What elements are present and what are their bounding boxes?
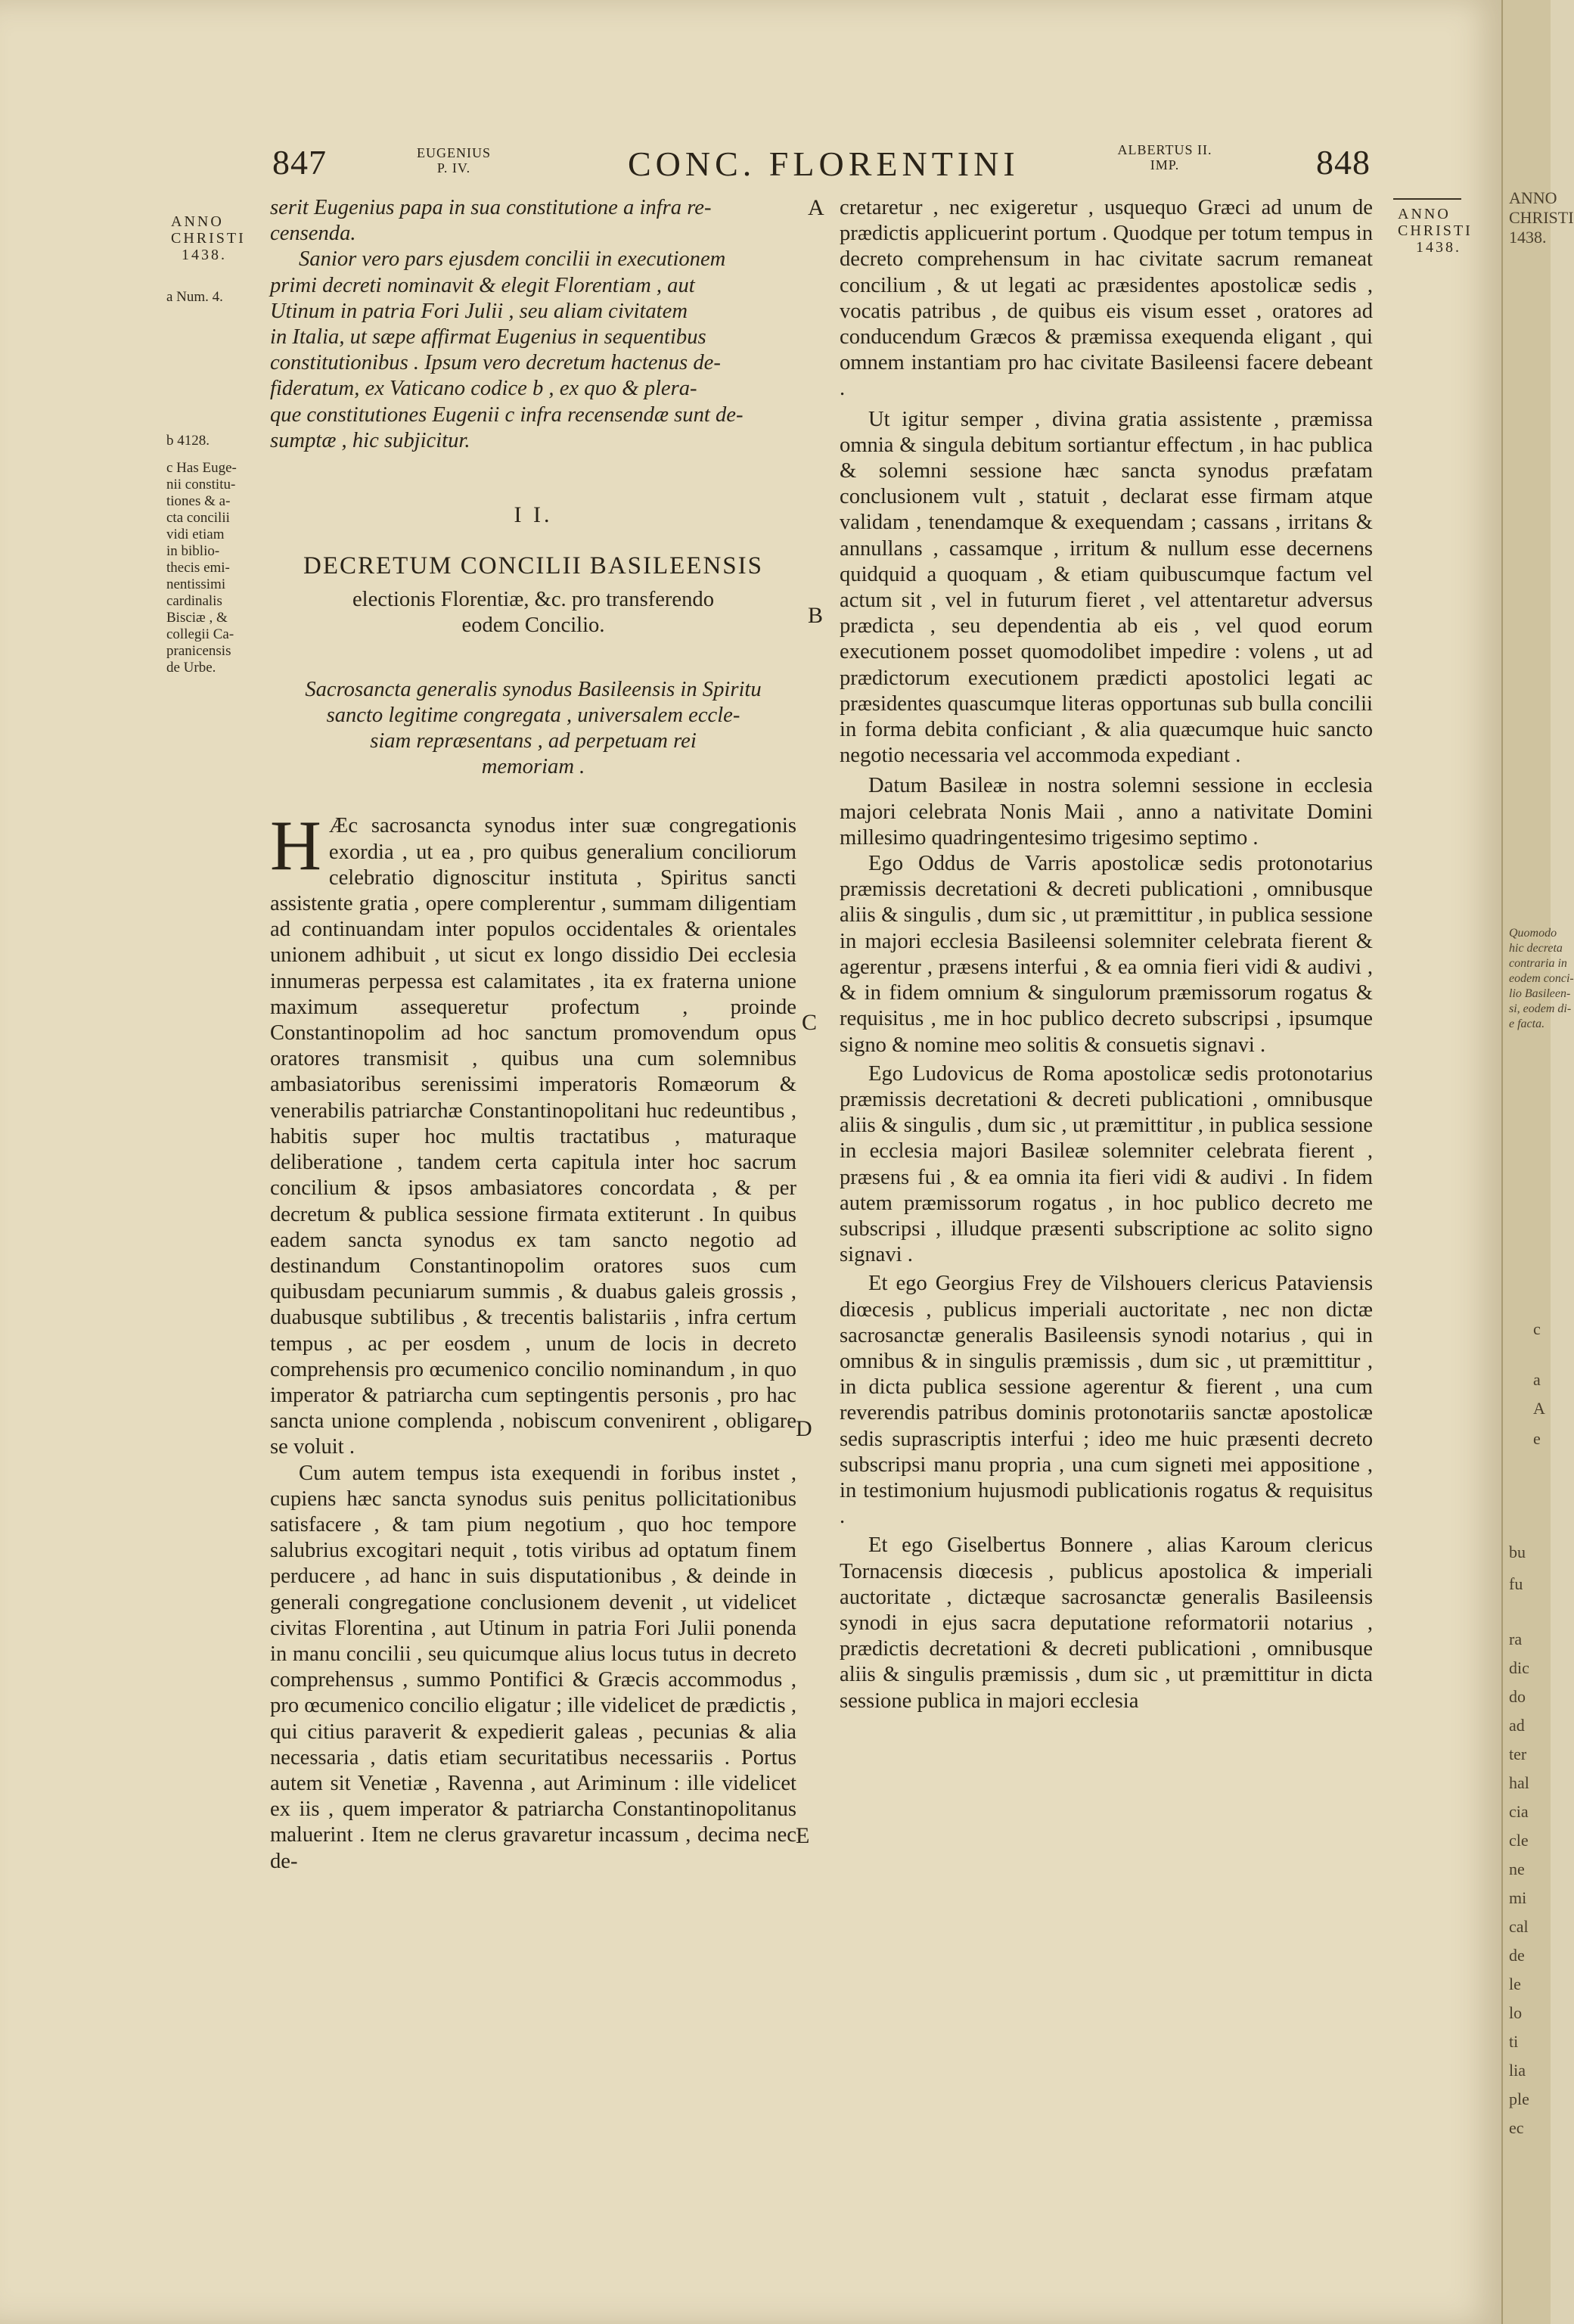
strip-note-line: Quomodo	[1509, 927, 1557, 940]
intro-line: que constitutiones Eugenii c infra recensendæ sunt de-	[270, 402, 744, 427]
intro-line: fideratum, ex Vaticano codice b , ex quo & plera-	[270, 377, 697, 401]
intro-line: in Italia, ut sæpe affirmat Eugenius in sequentibus	[270, 325, 706, 350]
section-number: I I.	[514, 502, 553, 528]
decree-paragraph-1	[270, 806, 796, 1460]
strip-note-line: eodem conci-	[1509, 972, 1574, 985]
invocation-line: Sacrosancta generalis synodus Basileensis in Spiritu	[305, 677, 762, 701]
running-head: CONC. FLORENTINI	[628, 144, 1020, 183]
christi-label: CHRISTI	[1398, 222, 1473, 239]
margin-note-line: cta concilii	[166, 510, 230, 526]
year-label: 1438.	[1416, 239, 1461, 256]
intro-line: primi decreti nominavit & elegit Florentiam , aut	[270, 273, 695, 297]
strip-fragment: ne	[1509, 1860, 1525, 1878]
decree-subtitle-line: electionis Florentiæ, &c. pro transferendo	[352, 588, 715, 612]
pope-number: P. IV.	[436, 160, 471, 176]
strip-fragment: e	[1533, 1429, 1541, 1448]
decree-paragraph-2: Cum autem tempus ista exequendi in foribus instet , cupiens hæc sancta synodus suis penitus pollicitationibus satisfacere , & tam pium negotium , quo hoc tempore salubrius excogitari nequit , totis viribus ad optatum finem perducere , ad hanc in suis disputationibus , & deinde in generali congregatione conclusionem devenit , ut videlicet civitas Florentina , aut Utinum in patria Fori Julii ponenda in manu concilii , seu quicumque alius locus tutus in decreto comprehensus , summo Pontifici & Græcis accommodus , pro œcumenico concilio eligatur ; ille videlicet de prædictis , qui citius paraverit & expedierit galeas , pecunias & alia necessaria , datis etiam securitatibus necessariis . Portus autem sit Venetiæ , Ravenna , aut Ariminum : ille videlicet ex iis , quem imperator & patriarcha Constantinopolitanus maluerint . Item ne clerus gravaretur incassum , decima nec de-	[270, 1461, 796, 1873]
strip-note-line: e facta.	[1509, 1018, 1545, 1030]
pope-name: EUGENIUS	[417, 145, 491, 160]
strip-note-line: si, eodem di-	[1509, 1002, 1572, 1015]
intro-line: censenda.	[270, 222, 356, 246]
strip-fragment: dic	[1509, 1658, 1529, 1677]
decree-title: DECRETUM CONCILII BASILEENSIS	[303, 552, 763, 580]
strip-fragment: ec	[1509, 2118, 1524, 2137]
emperor-name: ALBERTUS II.	[1117, 142, 1212, 157]
strip-fragment: bu	[1509, 1543, 1526, 1561]
right-column	[840, 195, 1373, 1714]
line-letter-a: A	[808, 195, 824, 220]
invocation-line: siam repræsentans , ad perpetuam rei	[370, 729, 697, 753]
right-margin-anno	[1398, 206, 1489, 256]
intro-line: Sanior vero pars ejusdem concilii in executionem	[299, 247, 726, 272]
right-small-head	[1093, 142, 1237, 172]
line-letter-d: D	[796, 1416, 812, 1441]
subscription-giselbertus: Et ego Giselbertus Bonnere , alias Karoum clericus Tornacensis diœcesis , publicus apostolica & imperiali auctoritate , dictæque sacrosanctæ generalis Basileensis synodi in ejus sacra deputatione reformatorii notarius , prædictis decretationi & decreti publicationi , omnibusque aliis & singulis præmissis , dum sic , ut præmittitur in dicta sessione publica in majori ecclesia	[840, 1533, 1373, 1713]
strip-fragment: mi	[1509, 1888, 1527, 1907]
margin-note-line: collegii Ca-	[166, 626, 234, 642]
strip-fragment: A	[1533, 1399, 1545, 1418]
left-margin-anno	[171, 213, 262, 263]
line-letter-b: B	[808, 603, 824, 628]
margin-note-line: in biblio-	[166, 543, 220, 559]
margin-note-line: pranicensis	[166, 643, 231, 659]
invocation	[270, 677, 796, 781]
left-small-head	[405, 145, 503, 176]
decree-paragraph-continued: cretaretur , nec exigeretur , usquequo Græci ad unum de prædictis applicuerint portum . Quodque per totum tempus in decreto comprehensum in hac civitate sacrum remaneat concilium , & ut legati ac præsidentes apostolicæ sedis , vocatis patribus , de quibus eis visum esset , oratores ad conducendum Græcos & præmissa exequenda eligant , qui omnem instantiam pro hac civitate Basileensi facere debeant .	[840, 196, 1373, 401]
strip-note-line: hic decreta	[1509, 942, 1563, 955]
intro-line: Utinum in patria Fori Julii , seu aliam civitatem	[270, 299, 688, 323]
decree-subtitle-line: eodem Concilio.	[461, 614, 605, 638]
paragraph-text: Æc sacrosancta synodus inter suæ congregationis exordia , ut ea , pro quibus generalium conciliorum celebratio dignoscitur instituta , Spiritus sancti assistente gratia , opere complerentur , summam diligentiam ad continuandam inter populos occidentales & orientales unionem adhibuit , ut sicut ex longo dissidio Dei ecclesia innumeras perpessa est calamitates , ita ex fraterna unione maximum assequeretur profectum , proinde Constantinopolim ad hoc sanctum promovendum opus oratores transmisit , quibus una cum solemnibus ambasiatoribus serenissimi imperatoris Romæorum & venerabilis patriarchæ Constantinopolitani huc redeuntibus , habitis super hoc multis tractatibus , maturaque deliberatione , tandem certa capitula inter hoc sacrum concilium & ipsos ambasiatores concordata , & per decretum & publica sessione firmata extiterunt . In quibus eadem sancta synodus ex tam sancto negotio ad destinandum Constantinopolim oratores suos cum quibusdam pecuniarum summis , & duabus galeis grossis , duabusque subtilibus , & trecentis balistariis , infra certum tempus , ac per eosdem , unum de locis in decreto comprehensis pro œcumenico concilio nominandum , in quo imperator & patriarcha cum septingentis personis , pro hac sancta unione complenda , nobiscum convenirent , obligare se voluit .	[270, 814, 796, 1459]
strip-note-line: lio Basileen-	[1509, 987, 1571, 1000]
strip-fragment: c	[1533, 1319, 1541, 1338]
margin-note-line: nentissimi	[166, 576, 226, 592]
strip-christi: CHRISTI	[1509, 208, 1574, 227]
strip-fragment: cal	[1509, 1917, 1529, 1936]
strip-fragment: cia	[1509, 1802, 1529, 1821]
year-label: 1438.	[182, 247, 227, 263]
left-column	[270, 195, 796, 1875]
decree-subtitle	[270, 587, 796, 638]
strip-fragment: do	[1509, 1687, 1526, 1706]
margin-note-line: de Urbe.	[166, 660, 216, 676]
strip-year: 1438.	[1509, 228, 1547, 247]
left-page-number: 847	[272, 143, 327, 182]
christi-label: CHRISTI	[171, 230, 246, 247]
strip-fragment: le	[1509, 1974, 1521, 1993]
decree-date: Datum Basileæ in nostra solemni sessione in ecclesia majori celebrata Nonis Maii , anno a nativitate Domini millesimo quadringentesimo trigesimo septimo .	[840, 774, 1373, 850]
subscription-oddus: Ego Oddus de Varris apostolicæ sedis protonotarius præmissis decretationi & decreti publicationi , omnibusque aliis & singulis , dum sic , ut præmittitur , in publica sessione in majori ecclesia Basileensi solemniter celebrata fierent & agerentur , præsens interfui , & ea omnia fieri vidi & audivi , & in fidem omnium & singulorum præmissorum rogatus & requisitus , me in hoc publico decreto subscripsi , ipsumque signo & nomine meo solitis & consuetis signavi .	[840, 852, 1373, 1057]
margin-note-line: Bisciæ , &	[166, 610, 228, 626]
strip-fragment: cle	[1509, 1831, 1529, 1850]
invocation-line: sancto legitime congregata , universalem eccle-	[326, 703, 740, 727]
anno-label: ANNO	[171, 213, 224, 230]
strip-fragment: ter	[1509, 1745, 1527, 1763]
anno-label: ANNO	[1398, 206, 1451, 222]
strip-fragment: de	[1509, 1946, 1525, 1965]
drop-cap: H	[270, 806, 321, 886]
intro-line: sumptæ , hic subjicitur.	[270, 428, 470, 452]
intro-line: serit Eugenius papa in sua constitutione a infra re-	[270, 196, 712, 219]
right-page-number: 848	[1316, 143, 1371, 182]
strip-note-line: contraria in	[1509, 957, 1567, 970]
strip-fragment: ad	[1509, 1716, 1525, 1735]
invocation-line: memoriam .	[481, 755, 585, 779]
decree-paragraph-3: Ut igitur semper , divina gratia assistente , præmissa omnia & singula debitum sortiantur effectum , in hac publica & solemni sessione hæc sancta synodus præfatam conclusionem vult , statuit , declarat esse firmam atque validam , tenendamque & exequendam ; cassans , irritans & annullans , cassamque , irritum & nullum esse decernens quidquid a quoquam , & etiam quibuscumque factum vel actum sit , vel in futurum fieret , vel attentaretur adversus prædicta , seu dependentia ab eis , vel quod eorum executionem posset quomodolibet impedire : volens , ut ad prædictorum executionem prædicti apostolici legati ac præsidentes quascumque literas opportunas sub bulla concilii in forma debita conficiant , & alia quæcumque huic sancto negotio necessaria vel accommoda expediant .	[840, 407, 1373, 768]
intro-line: constitutionibus . Ipsum vero decretum hactenus de-	[270, 351, 721, 375]
strip-fragment: a	[1533, 1370, 1541, 1389]
next-page-edge	[1501, 0, 1574, 2324]
subscription-ludovicus: Ego Ludovicus de Roma apostolicæ sedis protonotarius præmissis decretationi & decreti publicationi , omnibusque aliis & singulis , dum sic , ut præmittitur , in publica sessione in ecclesia majori Basileæ solemniter celebrata fierent , præsens fui , & ea omnia ita fieri vidi & audivi . In fidem autem præmissorum rogatus , in hoc publico decreto me subscripsi , illudque præsenti subscriptione ac solito signo signavi .	[840, 1061, 1373, 1267]
margin-note-c	[166, 460, 269, 676]
line-letter-c: C	[802, 1010, 818, 1035]
margin-note-line: tiones & a-	[166, 493, 231, 509]
margin-note-line: c Has Euge-	[166, 460, 237, 476]
strip-fragment: lia	[1509, 2061, 1526, 2080]
strip-fragment: lo	[1509, 2003, 1523, 2022]
margin-note-line: cardinalis	[166, 593, 222, 609]
strip-fragment: ra	[1509, 1630, 1523, 1648]
strip-anno: ANNO	[1509, 188, 1557, 207]
margin-note-line: vidi etiam	[166, 527, 225, 542]
margin-note-line: thecis emi-	[166, 560, 230, 576]
margin-note-line: nii constitu-	[166, 477, 236, 492]
right-margin-rule	[1393, 198, 1461, 200]
strip-fragment: ple	[1509, 2089, 1529, 2108]
margin-note-a: a Num. 4.	[166, 289, 223, 305]
line-letter-e: E	[796, 1823, 810, 1848]
intro-passage	[270, 195, 796, 454]
subscription-georgius: Et ego Georgius Frey de Vilshouers clericus Pataviensis diœcesis , publicus imperiali auctoritate , nec non dictæ sacrosanctæ generalis Basileensis synodi notarius , qui in omnibus & in singulis præmissis , dum sic , ut præmittitur , in dicta publica sessione agerentur & fierent , una cum reverendis patribus dominis protonotariis sanctæ apostolicæ sedis suprascriptis interfui ; ideo me huic præsenti decreto subscripsi manu propria , una cum signeti mei appositione , in testimonium hujusmodi publicationis rogatus & requisitus .	[840, 1272, 1373, 1529]
strip-fragment: ti	[1509, 2032, 1519, 2051]
strip-fragment: fu	[1509, 1574, 1523, 1593]
emperor-title: IMP.	[1150, 157, 1180, 172]
strip-fragment: hal	[1509, 1773, 1529, 1792]
margin-note-b: b 4128.	[166, 433, 210, 449]
